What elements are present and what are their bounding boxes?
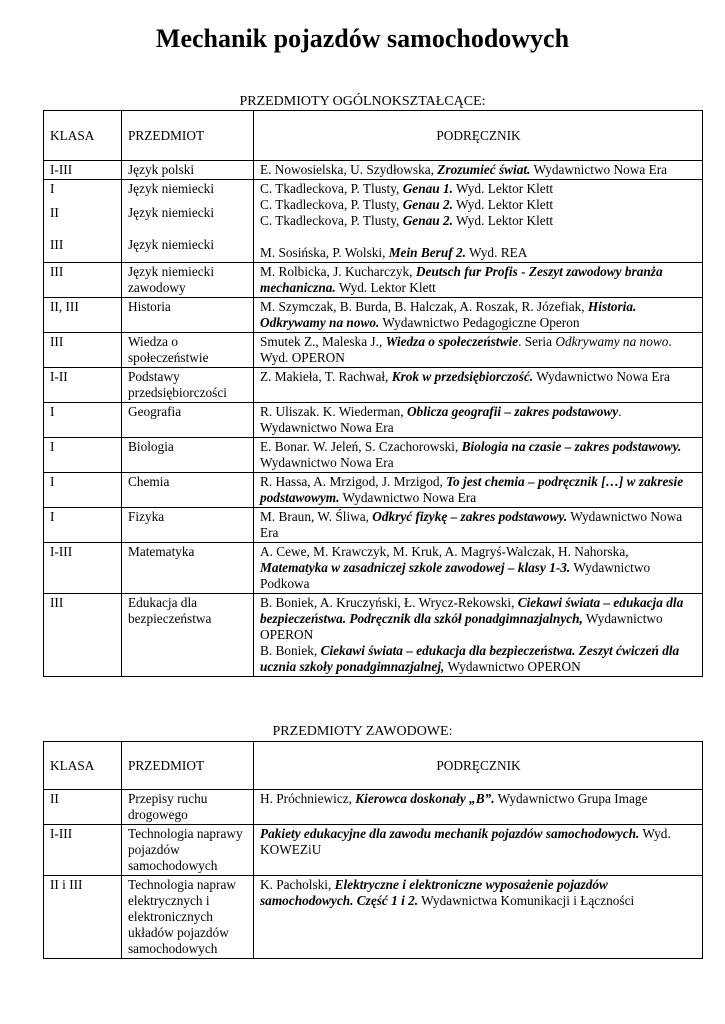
book-title: Genau 2.: [402, 213, 453, 228]
citation-text: Wydawnictwo OPERON: [444, 659, 581, 674]
row-przedmiot: Fizyka: [122, 508, 254, 543]
citation-text: Wydawnictwa Komunikacji i Łączności: [418, 893, 635, 908]
citation-text: Wyd. Lektor Klett: [452, 181, 554, 196]
vocational-subjects-heading: PRZEDMIOTY ZAWODOWE:: [272, 724, 453, 739]
citation-text: A. Cewe, M. Krawczyk, M. Kruk, A. Magryś-Walczak, H. Nahorska,: [260, 544, 629, 559]
citation-text: Wydawnictwo Nowa Era: [260, 509, 683, 540]
citation-text: Wydawnictwo Podkowa: [260, 560, 651, 591]
book-title: Wiedza o społeczeństwie: [385, 334, 519, 349]
row-przedmiot: Matematyka: [122, 543, 254, 594]
header-podrecznik: PODRĘCZNIK: [254, 111, 703, 161]
klasa-line: I: [50, 181, 55, 196]
row-klasa: I-II: [44, 368, 122, 403]
row-klasa: I: [44, 508, 122, 543]
header-podrecznik: PODRĘCZNIK: [254, 742, 703, 790]
row-przedmiot: Geografia: [122, 403, 254, 438]
row-podrecznik: [254, 508, 703, 543]
table-row: [44, 790, 703, 825]
row-podrecznik: [254, 543, 703, 594]
przedmiot-line: Język niemiecki: [128, 181, 215, 196]
table-row: [44, 403, 703, 438]
header-klasa: KLASA: [44, 111, 122, 161]
citation-text: . Seria: [518, 334, 556, 349]
row-przedmiot: Edukacja dla bezpieczeństwa: [122, 594, 254, 677]
citation-text: C. Tkadleckova, P. Tlusty,: [260, 213, 403, 228]
row-klasa: I-III: [44, 161, 122, 180]
general-subjects-heading: PRZEDMIOTY OGÓLNOKSZTAŁCĄCE:: [239, 94, 486, 109]
citation-text: Smutek Z., Maleska J.,: [260, 334, 386, 349]
row-klasa: I-III: [44, 825, 122, 876]
citation-text: Wydawnictwo Grupa Image: [494, 791, 648, 806]
row-przedmiot: [122, 180, 254, 263]
book-title: Matematyka w zasadniczej szkole zawodowej – klasy 1-3.: [260, 560, 571, 575]
table-row: [44, 298, 703, 333]
book-line: [260, 213, 697, 229]
table-row: [44, 508, 703, 543]
table-row: [44, 368, 703, 403]
book-title: Krok w przedsiębiorczość.: [391, 369, 534, 384]
book-title: Elektryczne i elektroniczne wyposażenie pojazdów samochodowych. Część 1 i 2.: [260, 877, 608, 908]
book-line: [260, 181, 697, 197]
table-header-row: [44, 111, 703, 161]
row-podrecznik: [254, 594, 703, 677]
row-podrecznik: [254, 368, 703, 403]
row-klasa: II, III: [44, 298, 122, 333]
row-przedmiot: Język niemiecki zawodowy: [122, 263, 254, 298]
row-klasa: II: [44, 790, 122, 825]
row-klasa: I: [44, 473, 122, 508]
citation-text: Wydawnictwo Nowa Era: [339, 490, 477, 505]
table-row: [44, 543, 703, 594]
citation-text: Wyd. REA: [465, 245, 528, 260]
citation-text: E. Bonar. W. Jeleń, S. Czachorowski,: [260, 439, 462, 454]
table-row: [44, 438, 703, 473]
klasa-line: II: [50, 205, 59, 220]
book-title: Oblicza geografii – zakres podstawowy: [406, 404, 619, 419]
przedmiot-line: Język niemiecki: [128, 237, 215, 252]
citation-text: Wyd. Lektor Klett: [335, 280, 436, 295]
book-title: Historia. Odkrywamy na nowo.: [260, 299, 637, 330]
citation-text: Wydawnictwo Nowa Era: [530, 162, 668, 177]
row-podrecznik: [254, 180, 703, 263]
citation-text: R. Uliszak. K. Wiederman,: [260, 404, 407, 419]
citation-text: Wydawnictwo Nowa Era: [260, 455, 394, 470]
table-row: [44, 876, 703, 959]
row-przedmiot: Historia: [122, 298, 254, 333]
table-row: [44, 333, 703, 368]
book-title: Odkryć fizykę – zakres podstawowy.: [372, 509, 568, 524]
book-title: Mein Beruf 2.: [388, 245, 466, 260]
citation-text: Wyd. Lektor Klett: [452, 197, 554, 212]
row-klasa: II i III: [44, 876, 122, 959]
book-title: Genau 1.: [402, 181, 453, 196]
book-line: [260, 643, 697, 675]
citation-text: M. Braun, W. Śliwa,: [260, 509, 373, 524]
citation-text: E. Nowosielska, U. Szydłowska,: [260, 162, 438, 177]
citation-text: . Wydawnictwo Nowa Era: [260, 404, 622, 435]
header-przedmiot: PRZEDMIOT: [122, 111, 254, 161]
citation-text: Wydawnictwo Nowa Era: [533, 369, 670, 384]
row-przedmiot: Język polski: [122, 161, 254, 180]
citation-text: M. Szymczak, B. Burda, B. Halczak, A. Roszak, R. Józefiak,: [260, 299, 588, 314]
header-przedmiot: PRZEDMIOT: [122, 742, 254, 790]
series-name: Odkrywamy na nowo: [555, 334, 669, 349]
page-title: Mechanik pojazdów samochodowych: [155, 24, 570, 53]
przedmiot-line: Język niemiecki: [128, 205, 215, 220]
book-title: Genau 2.: [402, 197, 453, 212]
klasa-line: III: [50, 237, 64, 252]
book-title: Ciekawi świata – edukacja dla bezpieczeństwa. Podręcznik dla szkół ponadgimnazjalnych,: [260, 595, 684, 626]
citation-text: M. Rolbicka, J. Kucharczyk,: [260, 264, 416, 279]
citation-text: M. Sosińska, P. Wolski,: [260, 245, 389, 260]
citation-text: Wydawnictwo OPERON: [260, 611, 663, 642]
row-podrecznik: [254, 298, 703, 333]
citation-text: Wyd. Lektor Klett: [452, 213, 554, 228]
row-przedmiot: Wiedza o społeczeństwie: [122, 333, 254, 368]
row-przedmiot: Technologia napraw elektrycznych i elektronicznych układów pojazdów samochodowych: [122, 876, 254, 959]
table-row: [44, 825, 703, 876]
row-przedmiot: Przepisy ruchu drogowego: [122, 790, 254, 825]
row-klasa: I-III: [44, 543, 122, 594]
row-klasa: III: [44, 333, 122, 368]
book-title: To jest chemia – podręcznik […] w zakresie podstawowym.: [260, 474, 684, 505]
citation-text: C. Tkadleckova, P. Tlusty,: [260, 181, 403, 196]
row-klasa: I: [44, 438, 122, 473]
table-row: [44, 263, 703, 298]
citation-text: R. Hassa, A. Mrzigod, J. Mrzigod,: [260, 474, 447, 489]
row-podrecznik: [254, 438, 703, 473]
table-row: [44, 161, 703, 180]
general-subjects-table: [43, 110, 703, 677]
book-title: Deutsch fur Profis - Zeszyt zawodowy branża mechaniczna.: [260, 264, 663, 295]
book-title: Ciekawi świata – edukacja dla bezpieczeństwa. Zeszyt ćwiczeń dla ucznia szkoły ponadgimnazjalnej,: [260, 643, 680, 674]
row-przedmiot: Chemia: [122, 473, 254, 508]
vocational-subjects-table: [43, 741, 703, 959]
row-podrecznik: [254, 161, 703, 180]
table-row: [44, 180, 703, 263]
citation-text: C. Tkadleckova, P. Tlusty,: [260, 197, 403, 212]
header-klasa: KLASA: [44, 742, 122, 790]
book-line: [260, 197, 697, 213]
citation-text: . Wyd. OPERON: [260, 334, 672, 365]
book-line: [260, 245, 697, 261]
row-podrecznik: [254, 403, 703, 438]
citation-text: Z. Makieła, T. Rachwał,: [260, 369, 392, 384]
table-row: [44, 473, 703, 508]
citation-text: Wyd. KOWEZiU: [260, 826, 671, 857]
book-line: [260, 595, 697, 643]
row-klasa: I: [44, 403, 122, 438]
row-przedmiot: Podstawy przedsiębiorczości: [122, 368, 254, 403]
row-podrecznik: [254, 825, 703, 876]
book-title: Zrozumieć świat.: [437, 162, 531, 177]
citation-text: Wydawnictwo Pedagogiczne Operon: [379, 315, 580, 330]
citation-text: B. Boniek,: [260, 643, 321, 658]
table-header-row: [44, 742, 703, 790]
citation-text: B. Boniek, A. Kruczyński, Ł. Wrycz-Rekowski,: [260, 595, 518, 610]
row-klasa: III: [44, 263, 122, 298]
book-title: Biologia na czasie – zakres podstawowy.: [461, 439, 682, 454]
row-podrecznik: [254, 876, 703, 959]
row-podrecznik: [254, 263, 703, 298]
book-title: Pakiety edukacyjne dla zawodu mechanik pojazdów samochodowych.: [260, 826, 640, 841]
citation-text: H. Próchniewicz,: [260, 791, 356, 806]
row-przedmiot: Biologia: [122, 438, 254, 473]
citation-text: K. Pacholski,: [260, 877, 335, 892]
row-podrecznik: [254, 790, 703, 825]
table-row: [44, 594, 703, 677]
row-podrecznik: [254, 333, 703, 368]
row-klasa: III: [44, 594, 122, 677]
row-klasa: [44, 180, 122, 263]
row-przedmiot: Technologia naprawy pojazdów samochodowych: [122, 825, 254, 876]
book-title: Kierowca doskonały „B”.: [355, 791, 495, 806]
row-podrecznik: [254, 473, 703, 508]
